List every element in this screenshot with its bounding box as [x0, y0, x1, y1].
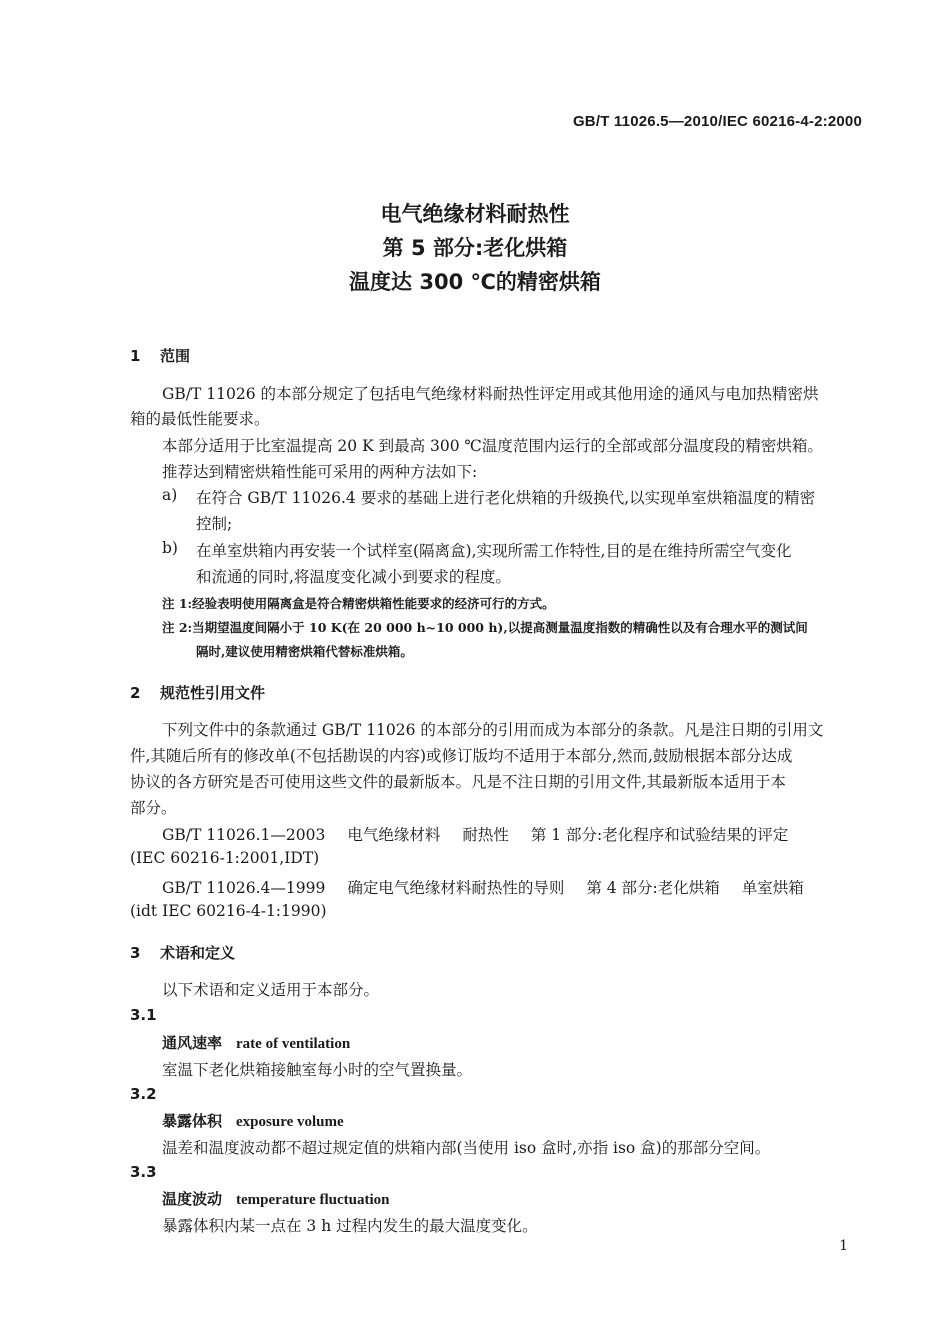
reference-title-part: 单室烘箱	[741, 879, 804, 897]
section-number: 1	[130, 347, 141, 365]
reference-title-part: 确定电气绝缘材料耐热性的导则	[347, 879, 565, 897]
reference-title-part: 第 4 部分:老化烘箱	[586, 879, 720, 897]
term-zh: 温度波动	[162, 1190, 223, 1208]
list-item-text: 和流通的同时,将温度变化减小到要求的程度。	[196, 568, 511, 586]
title-line-1: 电气绝缘材料耐热性	[380, 202, 570, 226]
reference-title-part: 第 1 部分:老化程序和试验结果的评定	[530, 826, 789, 844]
paragraph-line: GB/T 11026 的本部分规定了包括电气绝缘材料耐热性评定用或其他用途的通风与电加热精密烘	[162, 385, 819, 403]
term-definition: 暴露体积内某一点在 3 h 过程内发生的最大温度变化。	[162, 1217, 538, 1235]
term-definition: 室温下老化烘箱接触室每小时的空气置换量。	[162, 1061, 473, 1079]
term-definition: 温差和温度波动都不超过规定值的烘箱内部(当使用 iso 盒时,亦指 iso 盒)的那部分空间。	[162, 1139, 771, 1157]
reference-1-equivalence: (IEC 60216-1:2001,IDT)	[130, 849, 320, 867]
list-item-text: 控制;	[196, 515, 233, 533]
term-heading	[162, 1188, 389, 1209]
paragraph-line: 以下术语和定义适用于本部分。	[162, 981, 380, 999]
reference-2-equivalence: (idt IEC 60216-4-1:1990)	[130, 902, 327, 920]
reference-title-part: 耐热性	[462, 826, 509, 844]
section-1-heading	[130, 345, 190, 366]
term-number: 3.1	[130, 1006, 157, 1024]
term-heading	[162, 1032, 350, 1053]
section-2-heading	[130, 682, 265, 703]
reference-code: GB/T 11026.4—1999	[162, 879, 326, 897]
note-1: 注 1:经验表明使用隔离盒是符合精密烘箱性能要求的经济可行的方式。	[162, 596, 555, 611]
section-3-heading	[130, 942, 235, 963]
list-item-text: 在符合 GB/T 11026.4 要求的基础上进行老化烘箱的升级换代,以实现单室烘箱温度的精密	[196, 489, 816, 507]
section-title: 范围	[160, 347, 191, 365]
section-title: 规范性引用文件	[160, 684, 266, 702]
paragraph-line: 推荐达到精密烘箱性能可采用的两种方法如下:	[162, 463, 478, 481]
reference-1	[162, 823, 788, 845]
list-item-text: 在单室烘箱内再安装一个试样室(隔离盒),实现所需工作特性,目的是在维持所需空气变化	[196, 542, 792, 560]
paragraph-line: 件,其随后所有的修改单(不包括勘误的内容)或修订版均不适用于本部分,然而,鼓励根据本部分达成	[130, 747, 793, 765]
page-number: 1	[839, 1238, 848, 1254]
title-line-2: 第 5 部分:老化烘箱	[382, 236, 568, 260]
paragraph-line: 下列文件中的条款通过 GB/T 11026 的本部分的引用而成为本部分的条款。凡是注日期的引用文	[162, 721, 824, 739]
note-2-line: 注 2:当期望温度间隔小于 10 K(在 20 000 h~10 000 h),以提高测量温度指数的精确性以及有合理水平的测试间	[162, 620, 808, 635]
list-item-label: a)	[162, 486, 178, 504]
paragraph-line: 箱的最低性能要求。	[130, 410, 270, 428]
reference-2	[162, 876, 804, 898]
paragraph-line: 本部分适用于比室温提高 20 K 到最高 300 ℃温度范围内运行的全部或部分温度段的精密烘箱。	[162, 437, 823, 455]
title-line-3: 温度达 300 ℃的精密烘箱	[349, 270, 601, 294]
reference-code: GB/T 11026.1—2003	[162, 826, 326, 844]
standard-code-header: GB/T 11026.5—2010/IEC 60216-4-2:2000	[572, 113, 862, 130]
paragraph-line: 部分。	[130, 799, 177, 817]
list-item-label: b)	[162, 539, 178, 557]
term-zh: 暴露体积	[162, 1112, 223, 1130]
section-number: 3	[130, 944, 141, 962]
section-number: 2	[130, 684, 141, 702]
term-en: exposure volume	[236, 1114, 344, 1130]
note-2-line: 隔时,建议使用精密烘箱代替标准烘箱。	[196, 644, 413, 659]
term-en: rate of ventilation	[236, 1036, 351, 1052]
term-heading	[162, 1110, 344, 1131]
term-en: temperature fluctuation	[236, 1192, 390, 1208]
term-number: 3.3	[130, 1163, 157, 1181]
term-number: 3.2	[130, 1085, 157, 1103]
term-zh: 通风速率	[162, 1034, 223, 1052]
paragraph-line: 协议的各方研究是否可使用这些文件的最新版本。凡是不注日期的引用文件,其最新版本适用于本	[130, 773, 786, 791]
reference-title-part: 电气绝缘材料	[347, 826, 441, 844]
section-title: 术语和定义	[160, 944, 236, 962]
